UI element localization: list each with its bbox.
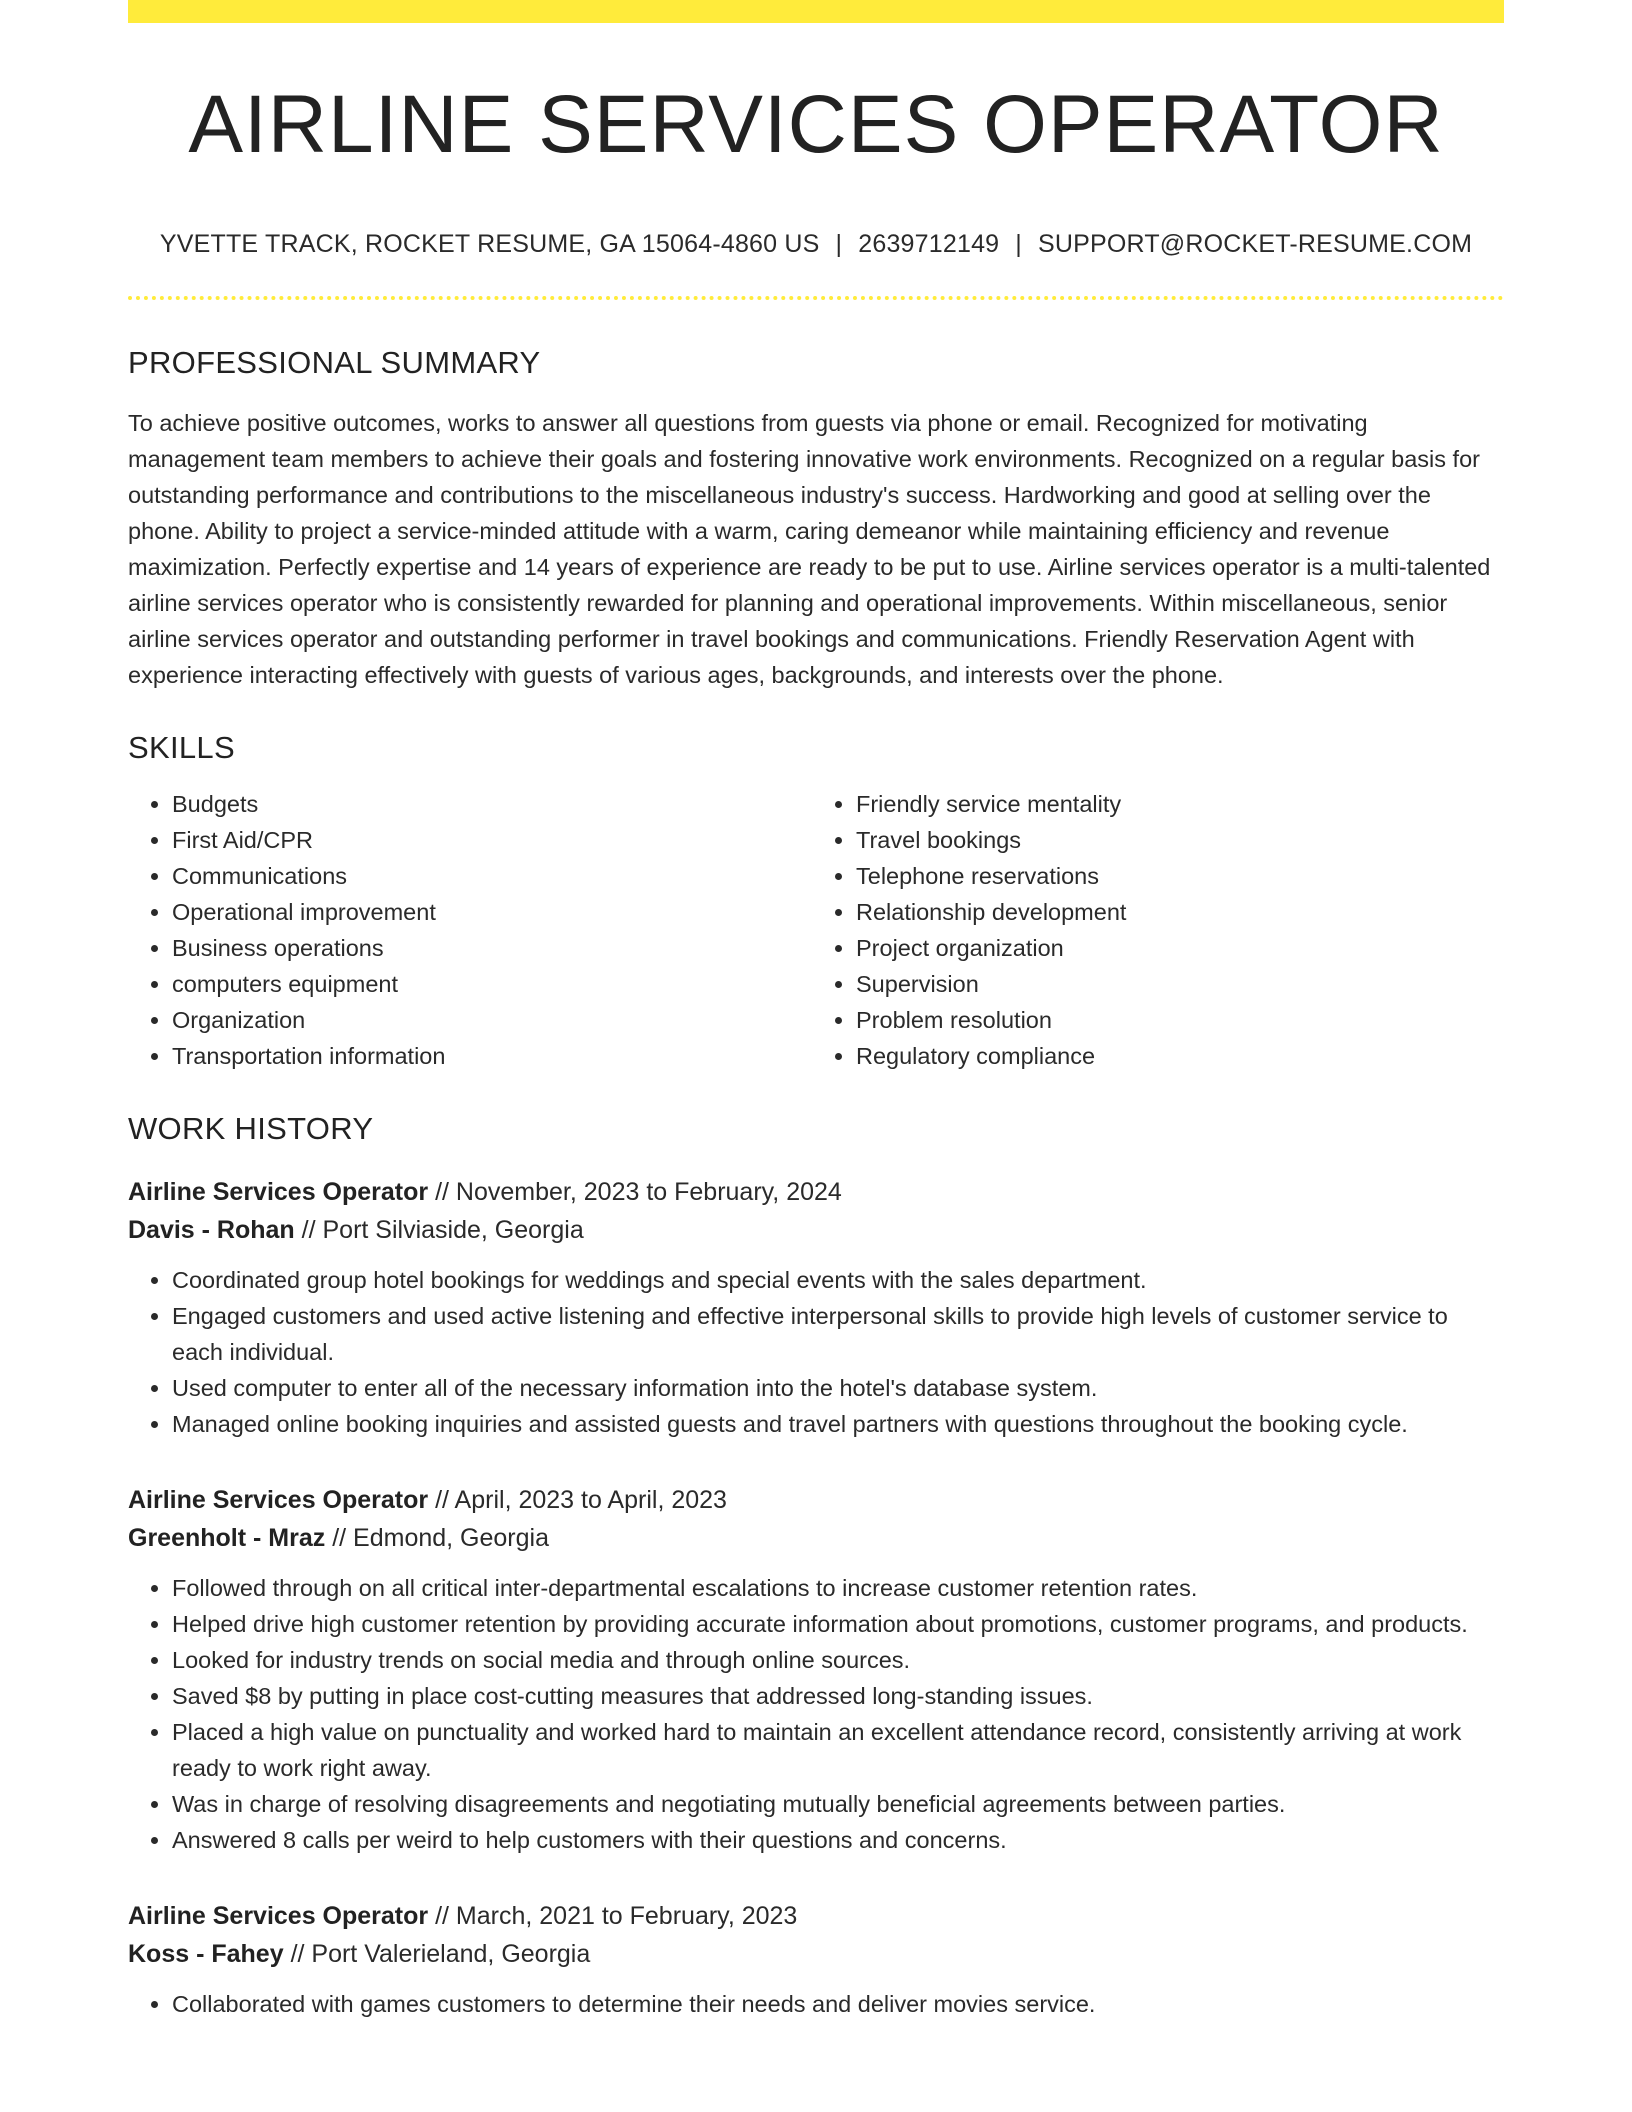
resume-page [128,0,1504,2022]
skill-item: • Relationship development [856,894,1490,930]
header-divider [128,296,1504,300]
skill-item: • Transportation information [172,1038,806,1074]
skill-item: • Budgets [172,786,806,822]
contact-phone: 2639712149 [858,230,1000,258]
job-location: // Port Silviaside, Georgia [301,1216,584,1244]
job-bullet: • Helped drive high customer retention by providing accurate information about promotions, customer programs, and products. [172,1606,1504,1642]
skill-item: • Operational improvement [172,894,806,930]
job-entry [128,1481,1504,1858]
job-bullet-list [128,1986,1504,2022]
job-company-line [128,1519,1504,1557]
skill-item: • Problem resolution [856,1002,1490,1038]
skill-item: • First Aid/CPR [172,822,806,858]
skill-item: • Organization [172,1002,806,1038]
skills-column-right [806,786,1490,1074]
job-bullet: • Followed through on all critical inter-departmental escalations to increase customer retention rates. [172,1570,1504,1606]
job-bullet: • Coordinated group hotel bookings for weddings and special events with the sales department. [172,1262,1504,1298]
job-company-line [128,1935,1504,1973]
resume-name: AIRLINE SERVICES OPERATOR [188,79,1444,170]
job-bullet: • Was in charge of resolving disagreements and negotiating mutually beneficial agreements between parties. [172,1786,1504,1822]
job-bullet-list [128,1262,1504,1442]
contact-separator: | [835,230,843,258]
job-role: Airline Services Operator [128,1178,429,1206]
skill-item: • Business operations [172,930,806,966]
job-title-line [128,1481,1504,1519]
job-bullet: • Saved $8 by putting in place cost-cutting measures that addressed long-standing issues. [172,1678,1504,1714]
skill-item: • Communications [172,858,806,894]
job-bullet: • Collaborated with games customers to determine their needs and deliver movies service. [172,1986,1504,2022]
job-dates: // November, 2023 to February, 2024 [435,1178,842,1206]
skill-item: • Telephone reservations [856,858,1490,894]
job-entry [128,1897,1504,2022]
skill-item: • Regulatory compliance [856,1038,1490,1074]
job-company-line [128,1211,1504,1249]
job-entry [128,1173,1504,1442]
job-bullet-list [128,1570,1504,1858]
contact-separator: | [1015,230,1022,258]
job-role: Airline Services Operator [128,1902,429,1930]
contact-email: SUPPORT@ROCKET-RESUME.COM [1038,230,1473,258]
summary-heading: PROFESSIONAL SUMMARY [128,345,541,380]
job-bullet: • Used computer to enter all of the necessary information into the hotel's database system. [172,1370,1504,1406]
job-bullet: • Looked for industry trends on social media and through online sources. [172,1642,1504,1678]
skill-item: • Supervision [856,966,1490,1002]
job-role: Airline Services Operator [128,1486,429,1514]
skill-item: • computers equipment [172,966,806,1002]
skill-item: • Project organization [856,930,1490,966]
work-history-heading: WORK HISTORY [128,1111,374,1146]
skill-item: • Friendly service mentality [856,786,1490,822]
job-bullet: • Placed a high value on punctuality and worked hard to maintain an excellent attendance record, consistently arriving at work ready to work right away. [172,1714,1504,1786]
job-company: Davis - Rohan [128,1216,295,1244]
skills-column-left [128,786,806,1074]
job-location: // Edmond, Georgia [332,1524,549,1552]
job-location: // Port Valerieland, Georgia [290,1940,591,1968]
skills-list [128,786,1504,1074]
job-bullet: • Engaged customers and used active listening and effective interpersonal skills to provide high levels of customer service to each individual. [172,1298,1504,1370]
summary-text: To achieve positive outcomes, works to answer all questions from guests via phone or email. Recognized for motivating management team members to achieve their goals and fostering innovative work environments. Recognized on a regular basis for outstanding performance and contributions to the miscellaneous industry's success. Hardworking and good at selling over the phone. Ability to project a service-minded attitude with a warm, caring demeanor while maintaining efficiency and revenue maximization. Perfectly expertise and 14 years of experience are ready to be put to use. Airline services operator is a multi-talented airline services operator who is consistently rewarded for planning and operational improvements. Within miscellaneous, senior airline services operator and outstanding performer in travel bookings and communications. Friendly Reservation Agent with experience interacting effectively with guests of various ages, backgrounds, and interests over the phone. [128,410,1491,688]
skills-heading: SKILLS [128,730,235,765]
skill-item: • Travel bookings [856,822,1490,858]
job-company: Koss - Fahey [128,1940,284,1968]
job-company: Greenholt - Mraz [128,1524,326,1552]
job-dates: // April, 2023 to April, 2023 [435,1486,727,1514]
contact-address: YVETTE TRACK, ROCKET RESUME, GA 15064-4860 US [159,230,820,258]
job-title-line [128,1897,1504,1935]
contact-line [128,232,1504,257]
job-title-line [128,1173,1504,1211]
job-bullet: • Answered 8 calls per weird to help customers with their questions and concerns. [172,1822,1504,1858]
job-dates: // March, 2021 to February, 2023 [435,1902,798,1930]
job-bullet: • Managed online booking inquiries and assisted guests and travel partners with questions throughout the booking cycle. [172,1406,1504,1442]
accent-top-bar [128,0,1504,23]
